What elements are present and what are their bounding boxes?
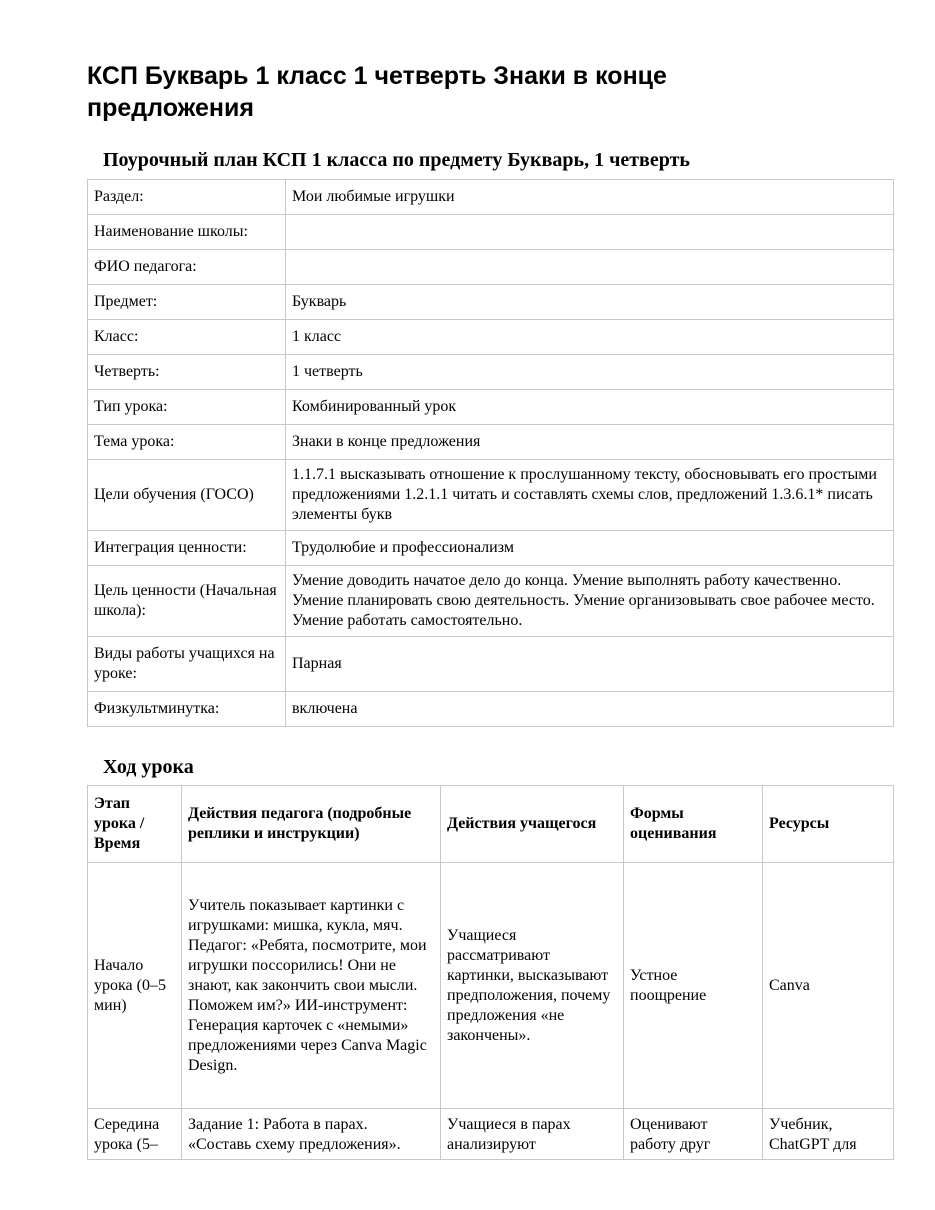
- cell-assessment: Оценивают работу друг: [624, 1109, 763, 1160]
- info-label: Интеграция ценности:: [88, 531, 286, 566]
- info-label: Цель ценности (Начальная школа):: [88, 566, 286, 637]
- info-value: Парная: [286, 637, 894, 692]
- info-label: Наименование школы:: [88, 215, 286, 250]
- info-row-class: [88, 320, 894, 355]
- info-row-topic: [88, 425, 894, 460]
- info-label: Предмет:: [88, 285, 286, 320]
- info-row-work-types: [88, 637, 894, 692]
- info-row-subject: [88, 285, 894, 320]
- info-row-physical-break: [88, 692, 894, 727]
- info-row-section: [88, 180, 894, 215]
- info-value: Знаки в конце предложения: [286, 425, 894, 460]
- info-label: Виды работы учащихся на уроке:: [88, 637, 286, 692]
- header-stage: Этап урока / Время: [88, 786, 182, 863]
- table-row: [88, 1109, 894, 1160]
- header-student-actions: Действия учащегося: [441, 786, 624, 863]
- header-resources: Ресурсы: [763, 786, 894, 863]
- info-label: Тип урока:: [88, 390, 286, 425]
- cell-resources: Учебник, ChatGPT для: [763, 1109, 894, 1160]
- info-value: 1.1.7.1 высказывать отношение к прослушанному тексту, обосновывать его простыми предложениями 1.2.1.1 читать и составлять схемы слов, предложений 1.3.6.1* писать элементы букв: [286, 460, 894, 531]
- info-label: Цели обучения (ГОСО): [88, 460, 286, 531]
- info-label: ФИО педагога:: [88, 250, 286, 285]
- info-label: Класс:: [88, 320, 286, 355]
- info-row-quarter: [88, 355, 894, 390]
- lesson-flow-table: [87, 785, 894, 1160]
- info-label: Физкультминутка:: [88, 692, 286, 727]
- info-label: Раздел:: [88, 180, 286, 215]
- info-label: Тема урока:: [88, 425, 286, 460]
- cell-teacher: Учитель показывает картинки с игрушками: мишка, кукла, мяч. Педагог: «Ребята, посмотрите, мои игрушки поссорились! Они не знают, как закончить свои мысли. Поможем им?» ИИ-инструмент: Генерация карточек с «немыми» предложениями через Canva Magic Design.: [182, 863, 441, 1109]
- cell-assessment: Устное поощрение: [624, 863, 763, 1109]
- info-value: Умение доводить начатое дело до конца. Умение выполнять работу качественно. Умение планировать свою деятельность. Умение организовывать свое рабочее место. Умение работать самостоятельно.: [286, 566, 894, 637]
- lesson-info-table: [87, 179, 894, 727]
- document-title: КСП Букварь 1 класс 1 четверть Знаки в конце предложения: [87, 62, 667, 122]
- header-assessment: Формы оценивания: [624, 786, 763, 863]
- cell-stage: Начало урока (0–5 мин): [88, 863, 182, 1109]
- lesson-heading: Ход урока: [103, 756, 194, 778]
- info-row-teacher: [88, 250, 894, 285]
- info-row-school: [88, 215, 894, 250]
- cell-stage: Середина урока (5–: [88, 1109, 182, 1160]
- info-row-value-integration: [88, 531, 894, 566]
- info-row-value-goal: [88, 566, 894, 637]
- info-value: Трудолюбие и профессионализм: [286, 531, 894, 566]
- cell-resources: Canva: [763, 863, 894, 1109]
- plan-heading: Поурочный план КСП 1 класса по предмету Букварь, 1 четверть: [103, 149, 690, 171]
- info-value: [286, 215, 894, 250]
- info-label: Четверть:: [88, 355, 286, 390]
- cell-teacher: Задание 1: Работа в парах. «Составь схему предложения».: [182, 1109, 441, 1160]
- info-value: Комбинированный урок: [286, 390, 894, 425]
- header-teacher-actions: Действия педагога (подробные реплики и инструкции): [182, 786, 441, 863]
- table-row: [88, 863, 894, 1109]
- cell-student: Учащиеся в парах анализируют: [441, 1109, 624, 1160]
- info-row-lesson-type: [88, 390, 894, 425]
- info-value: 1 класс: [286, 320, 894, 355]
- cell-student: Учащиеся рассматривают картинки, высказывают предположения, почему предложения «не закончены».: [441, 863, 624, 1109]
- info-row-goals: [88, 460, 894, 531]
- info-value: Букварь: [286, 285, 894, 320]
- table-header-row: [88, 786, 894, 863]
- info-value: Мои любимые игрушки: [286, 180, 894, 215]
- info-value: включена: [286, 692, 894, 727]
- info-value: 1 четверть: [286, 355, 894, 390]
- info-value: [286, 250, 894, 285]
